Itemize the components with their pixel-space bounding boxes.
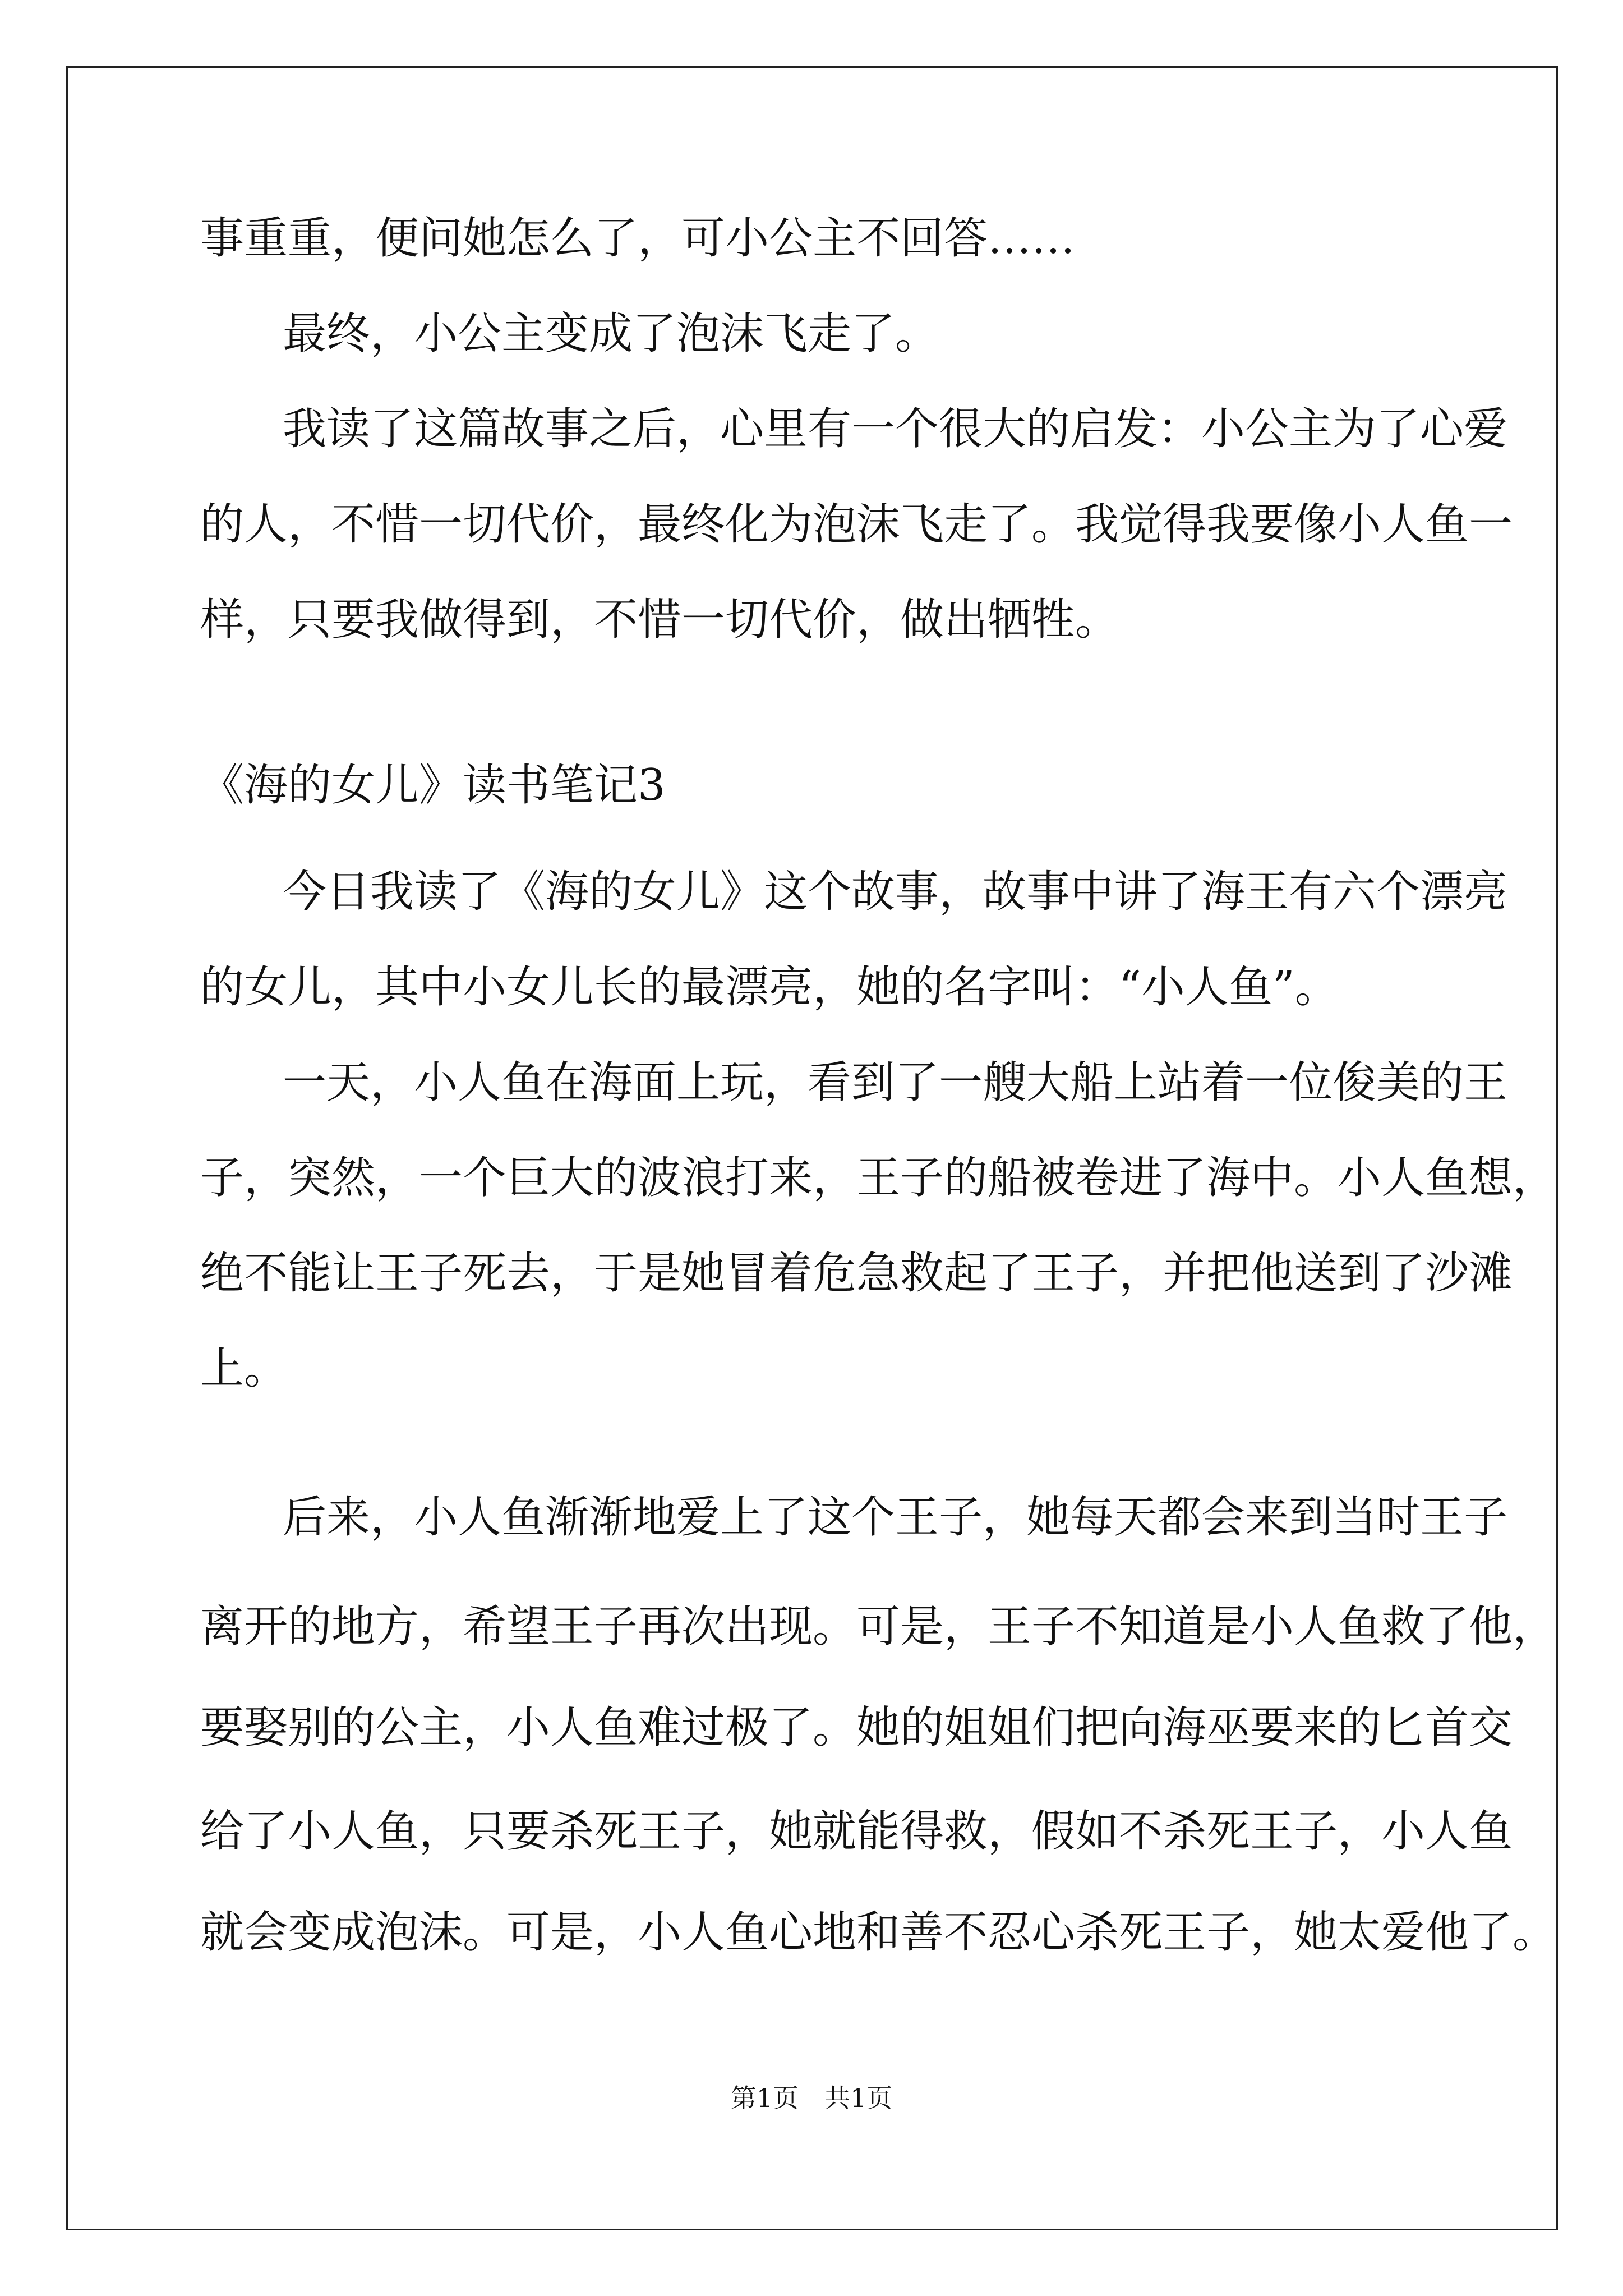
page-number-footer: 第1页 共1页 bbox=[730, 2083, 893, 2113]
section-heading: 《海的女儿》读书笔记3 bbox=[200, 760, 666, 811]
paragraph-line: 子，突然，一个巨大的波浪打来，王子的船被卷进了海中。小人鱼想， bbox=[200, 1153, 1557, 1203]
paragraph-line: 给了小人鱼，只要杀死王子，她就能得救，假如不杀死王子，小人鱼 bbox=[200, 1806, 1513, 1857]
paragraph-line: 就会变成泡沫。可是，小人鱼心地和善不忍心杀死王子，她太爱他了。 bbox=[200, 1907, 1557, 1958]
paragraph-line: 样，只要我做得到，不惜一切代价，做出牺牲。 bbox=[200, 595, 1119, 645]
paragraph-line: 绝不能让王子死去，于是她冒着危急救起了王子，并把他送到了沙滩 bbox=[200, 1248, 1513, 1299]
paragraph-line: 最终，小公主变成了泡沫飞走了。 bbox=[283, 309, 939, 359]
paragraph-line: 上。 bbox=[200, 1343, 288, 1394]
paragraph-line: 的女儿，其中小女儿长的最漂亮，她的名字叫：“小人鱼”。 bbox=[200, 962, 1339, 1013]
paragraph-line: 一天，小人鱼在海面上玩，看到了一艘大船上站着一位俊美的王 bbox=[283, 1057, 1508, 1108]
paragraph-line: 今日我读了《海的女儿》这个故事，故事中讲了海王有六个漂亮 bbox=[283, 867, 1508, 917]
paragraph-line: 离开的地方，希望王子再次出现。可是，王子不知道是小人鱼救了他， bbox=[200, 1602, 1557, 1652]
paragraph-line: 的人，不惜一切代价，最终化为泡沫飞走了。我觉得我要像小人鱼一 bbox=[200, 499, 1513, 550]
paragraph-line: 要娶别的公主，小人鱼难过极了。她的姐姐们把向海巫要来的匕首交 bbox=[200, 1703, 1513, 1753]
paragraph-line: 后来，小人鱼渐渐地爱上了这个王子，她每天都会来到当时王子 bbox=[283, 1492, 1508, 1543]
paragraph-line: 事重重，便问她怎么了，可小公主不回答…… bbox=[200, 213, 1076, 264]
paragraph-line: 我读了这篇故事之后，心里有一个很大的启发：小公主为了心爱 bbox=[283, 404, 1508, 454]
